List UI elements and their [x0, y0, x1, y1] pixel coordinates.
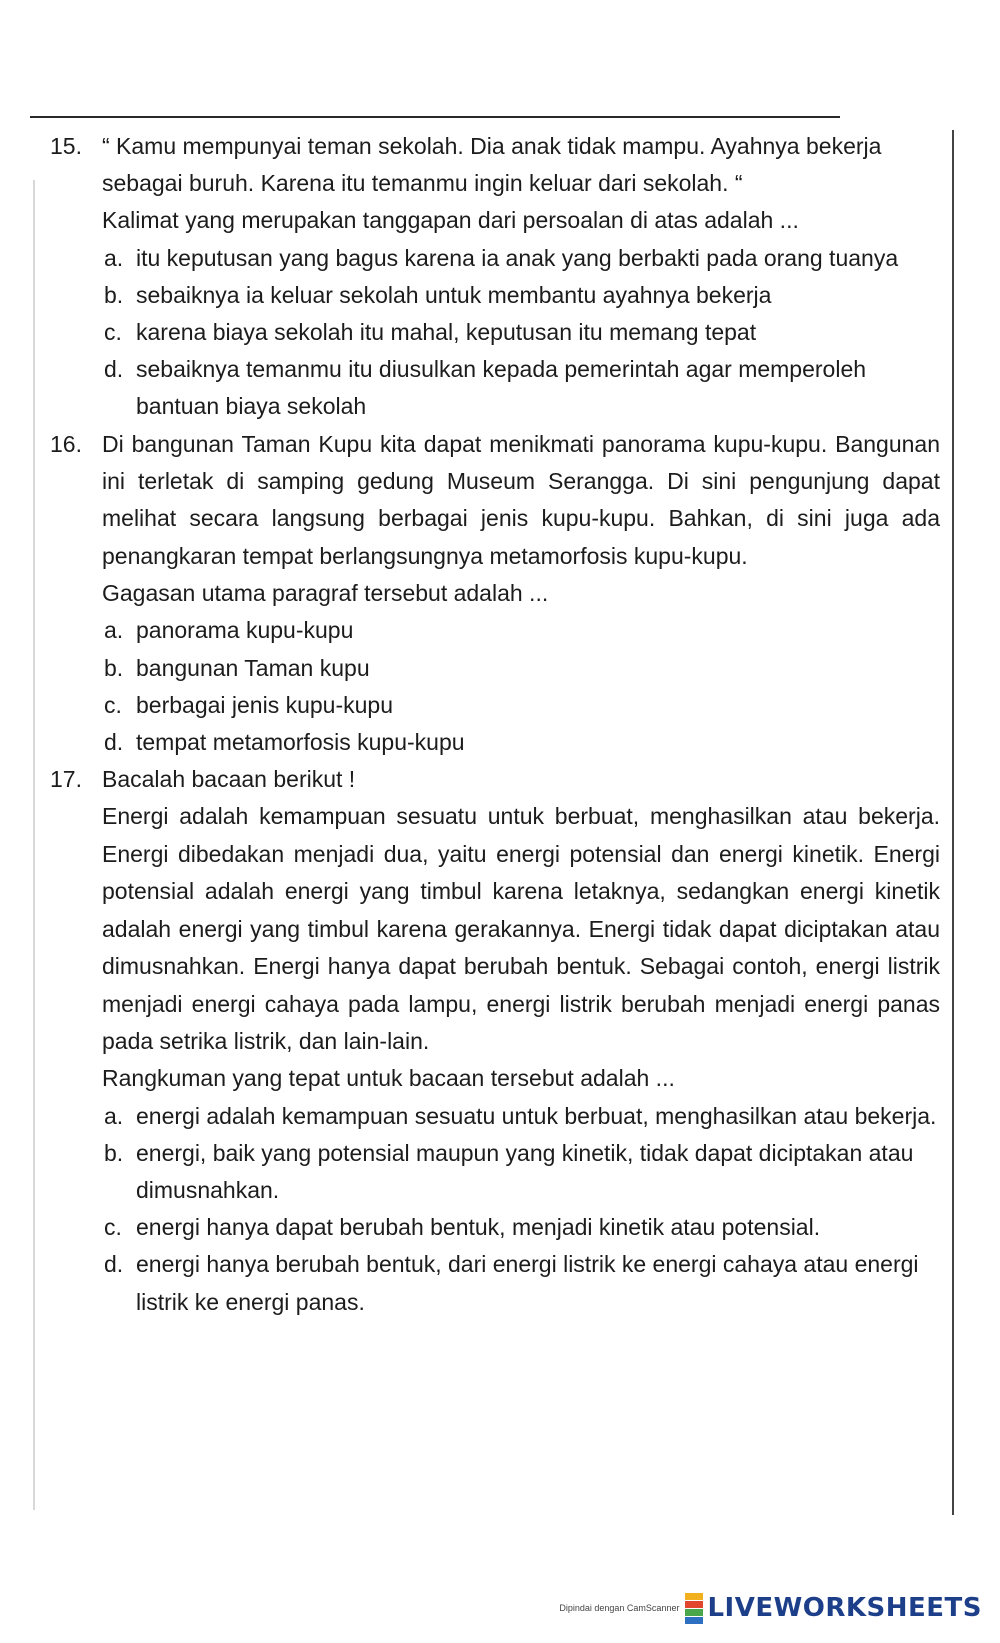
- option-b[interactable]: [102, 277, 940, 314]
- logo-bar: [685, 1617, 703, 1624]
- question-number: 15.: [50, 133, 82, 159]
- question-prompt: Rangkuman yang tepat untuk bacaan tersebut adalah ...: [102, 1065, 675, 1092]
- option-text: sebaiknya ia keluar sekolah untuk membantu ayahnya bekerja: [136, 281, 772, 308]
- logo-bar: [685, 1609, 703, 1616]
- option-c[interactable]: [102, 687, 940, 724]
- question-number: 16.: [50, 430, 82, 457]
- option-text: energi hanya dapat berubah bentuk, menjadi kinetik atau potensial.: [136, 1214, 821, 1241]
- option-c[interactable]: [102, 314, 940, 351]
- top-rule: [30, 116, 840, 118]
- option-text: bangunan Taman kupu: [136, 654, 370, 681]
- brand-name[interactable]: LIVEWORKSHEETS: [707, 1593, 982, 1623]
- logo-bar: [685, 1601, 703, 1608]
- question-16: [0, 426, 1000, 762]
- liveworksheets-logo-icon: [685, 1593, 703, 1624]
- option-text: panorama kupu-kupu: [136, 617, 354, 644]
- option-d[interactable]: [102, 1246, 940, 1320]
- option-letter: b.: [104, 1139, 124, 1166]
- option-c[interactable]: [102, 1209, 940, 1246]
- option-letter: c.: [104, 319, 122, 346]
- question-text-line: sebagai buruh. Karena itu temanmu ingin keluar dari sekolah. “: [102, 170, 743, 197]
- option-letter: a.: [104, 617, 124, 644]
- option-text: energi hanya berubah bentuk, dari energi listrik ke energi cahaya atau energi listrik ke energi panas.: [136, 1251, 919, 1315]
- scan-note: Dipindai dengan CamScanner: [559, 1603, 680, 1613]
- question-number: 17.: [50, 766, 82, 793]
- option-text: itu keputusan yang bagus karena ia anak yang berbakti pada orang tuanya: [136, 244, 899, 271]
- question-15: [0, 128, 1000, 426]
- option-letter: b.: [104, 281, 124, 308]
- question-prompt: Gagasan utama paragraf tersebut adalah ...: [102, 580, 549, 607]
- reading-paragraph: Di bangunan Taman Kupu kita dapat menikmati panorama kupu-kupu. Bangunan ini terletak di samping gedung Museum Serangga. Di sini pengunjung dapat melihat secara langsung berbagai jenis kupu-kupu. Bahkan, di sini juga ada penangkaran tempat berlangsungnya metamorfosis kupu-kupu.: [102, 430, 940, 569]
- option-letter: d.: [104, 729, 124, 756]
- questions-container: [0, 128, 1000, 1321]
- option-text: berbagai jenis kupu-kupu: [136, 691, 394, 718]
- option-letter: c.: [104, 1214, 122, 1241]
- question-intro: Bacalah bacaan berikut !: [102, 766, 356, 793]
- option-letter: d.: [104, 356, 124, 383]
- option-letter: d.: [104, 1251, 124, 1278]
- option-text: tempat metamorfosis kupu-kupu: [136, 729, 465, 756]
- option-text: energi, baik yang potensial maupun yang kinetik, tidak dapat diciptakan atau dimusnahkan.: [136, 1139, 914, 1203]
- option-a[interactable]: [102, 1098, 940, 1135]
- footer-branding: [559, 1590, 982, 1626]
- option-letter: b.: [104, 654, 124, 681]
- logo-bar: [685, 1593, 703, 1600]
- option-letter: a.: [104, 1102, 124, 1129]
- question-17: [0, 761, 1000, 1320]
- option-b[interactable]: [102, 1135, 940, 1209]
- option-a[interactable]: [102, 240, 940, 277]
- option-b[interactable]: [102, 650, 940, 687]
- option-a[interactable]: [102, 612, 940, 649]
- reading-passage: Energi adalah kemampuan sesuatu untuk berbuat, menghasilkan atau bekerja. Energi dibedakan menjadi dua, yaitu energi potensial dan energi kinetik. Energi potensial adalah energi yang timbul karena letaknya, sedangkan energi kinetik adalah energi yang timbul karena gerakannya. Energi tidak dapat diciptakan atau dimusnahkan. Energi hanya dapat berubah bentuk. Sebagai contoh, energi listrik menjadi energi cahaya pada lampu, energi listrik berubah menjadi energi panas pada setrika listrik, dan lain-lain.: [102, 803, 940, 1054]
- option-d[interactable]: [102, 351, 940, 425]
- question-prompt: Kalimat yang merupakan tanggapan dari persoalan di atas adalah ...: [102, 207, 799, 234]
- option-text: sebaiknya temanmu itu diusulkan kepada pemerintah agar memperoleh bantuan biaya sekolah: [136, 356, 867, 420]
- option-text: karena biaya sekolah itu mahal, keputusan itu memang tepat: [136, 319, 757, 346]
- option-d[interactable]: [102, 724, 940, 761]
- option-text: energi adalah kemampuan sesuatu untuk berbuat, menghasilkan atau bekerja.: [136, 1102, 937, 1129]
- option-letter: c.: [104, 691, 122, 718]
- question-text-line: “ Kamu mempunyai teman sekolah. Dia anak tidak mampu. Ayahnya bekerja: [102, 133, 882, 159]
- option-letter: a.: [104, 244, 124, 271]
